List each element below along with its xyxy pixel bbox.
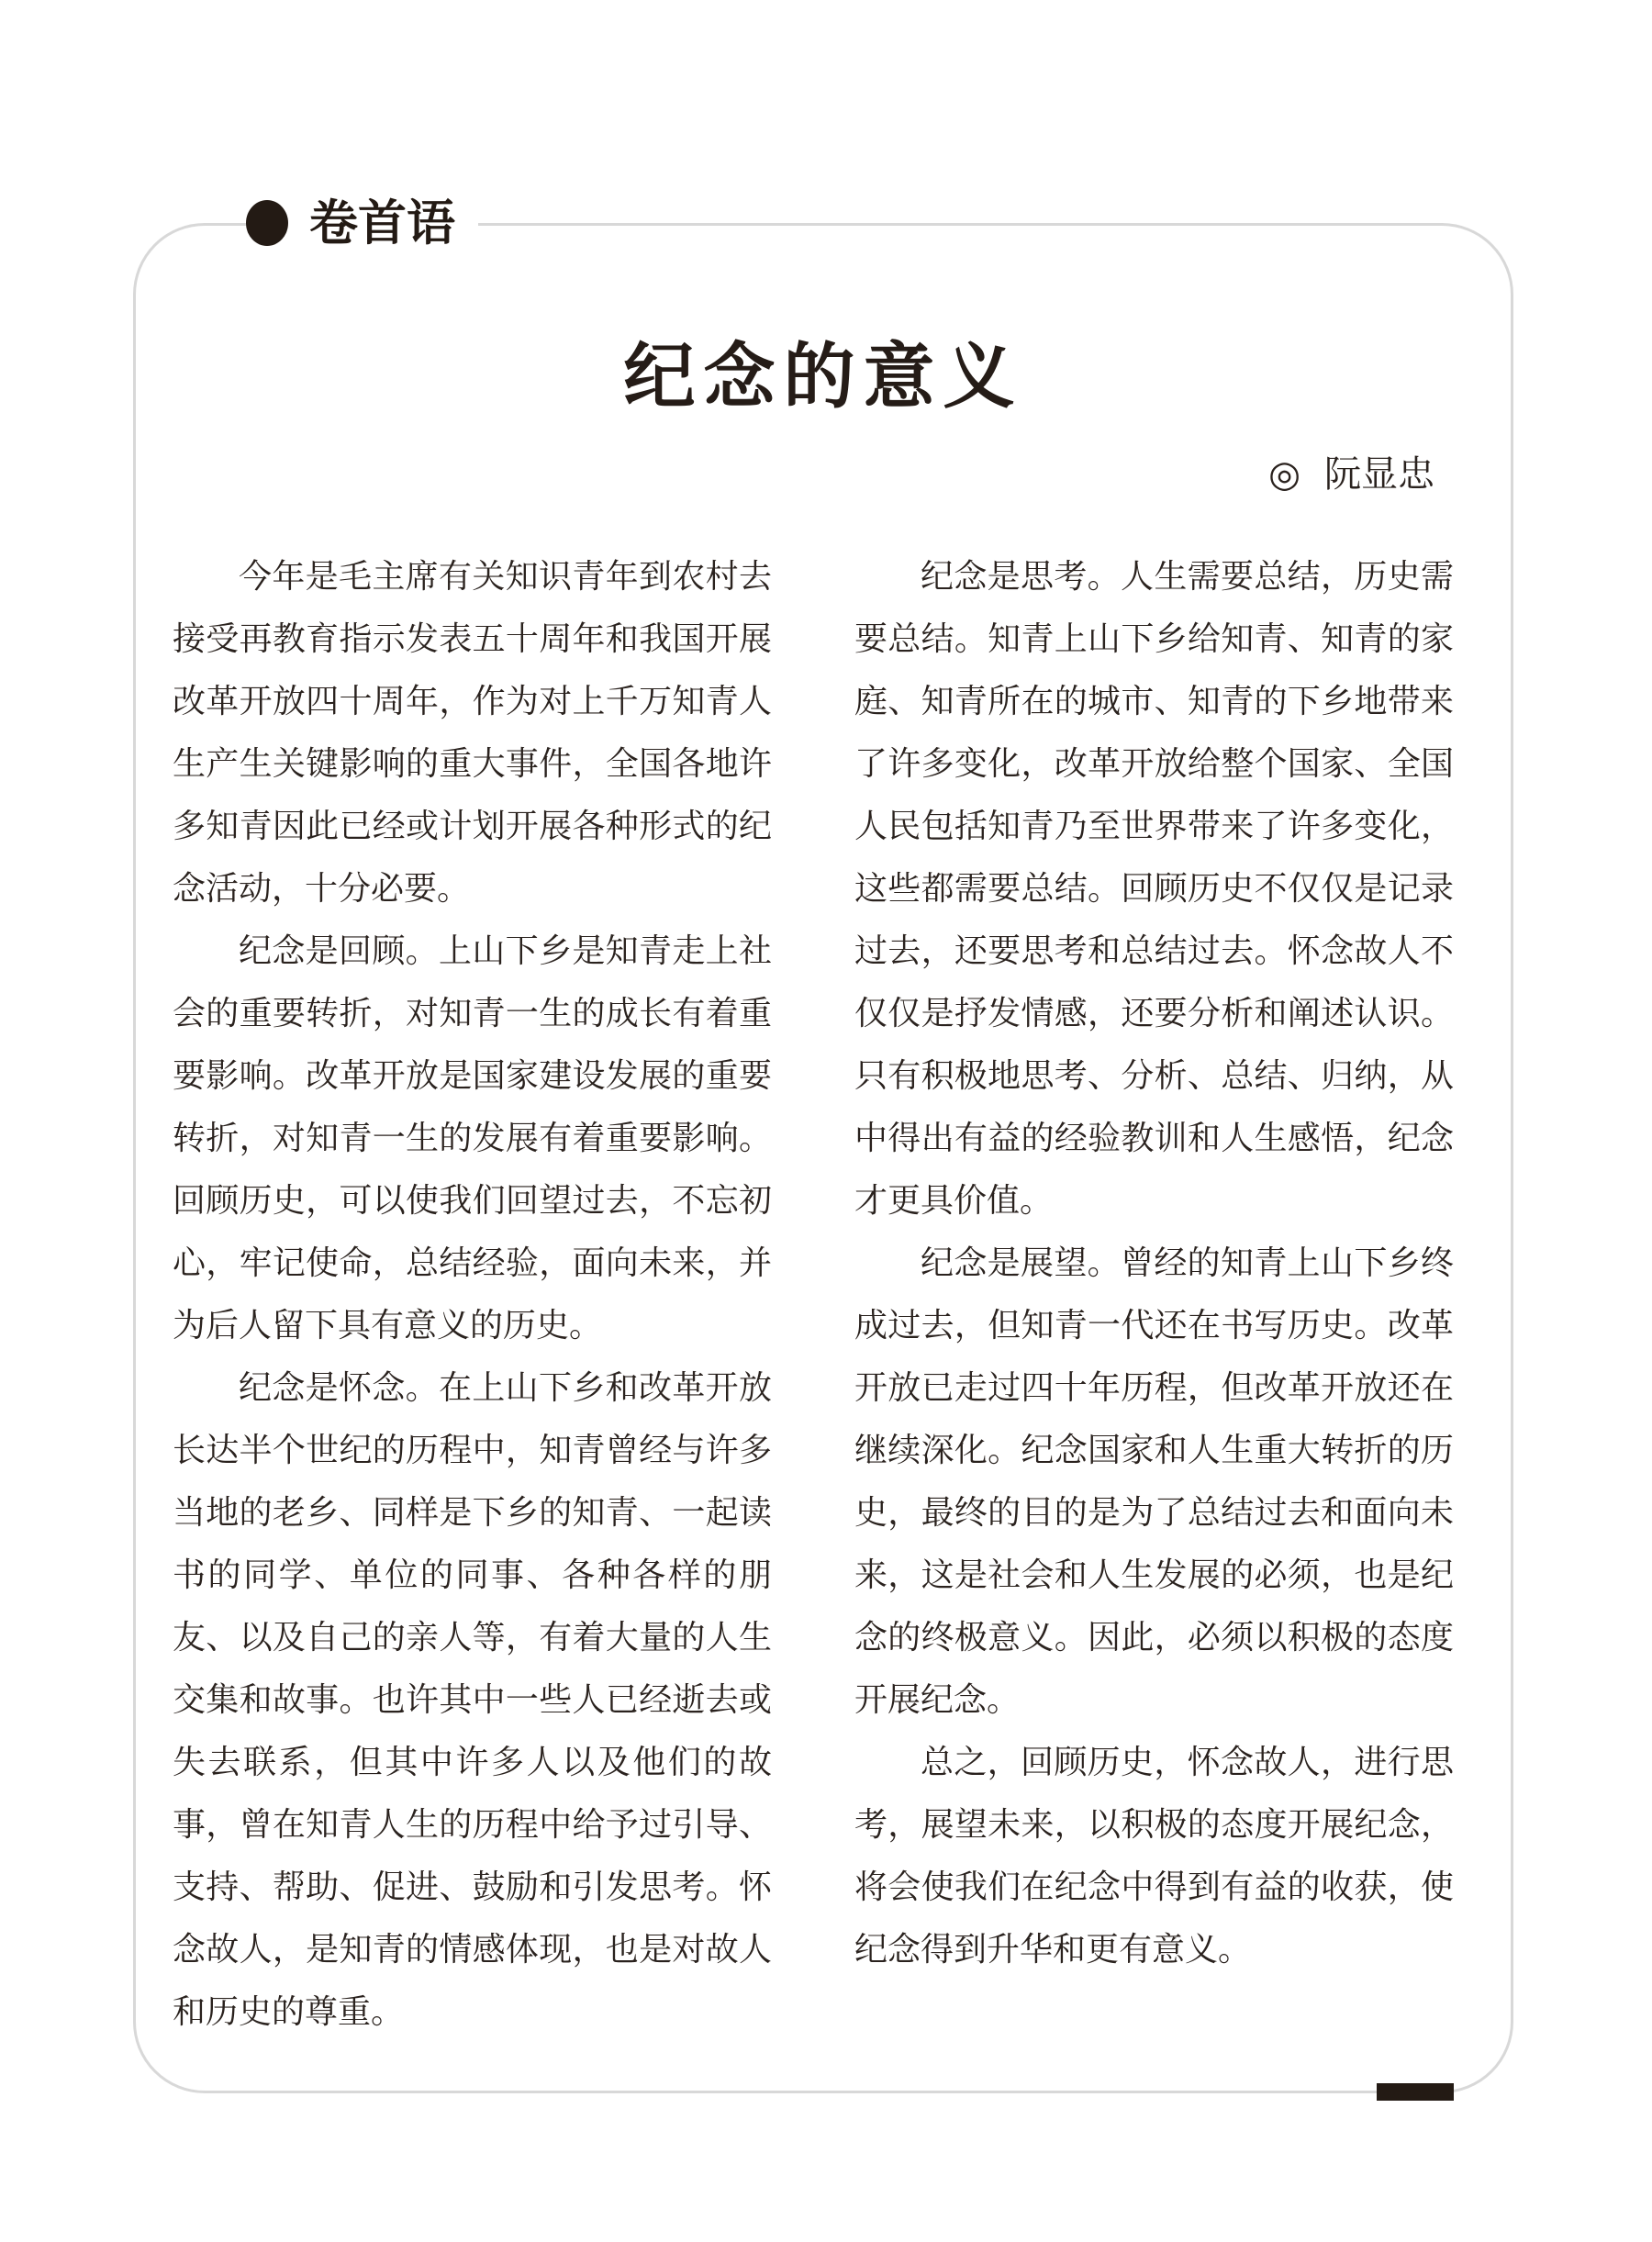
- section-label-text: 卷首语: [309, 195, 455, 251]
- article-column-left: [173, 545, 772, 2043]
- author-name: 阮显忠: [1324, 454, 1434, 495]
- paragraph: 纪念是展望。曾经的知青上山下乡终成过去，但知青一代还在书写历史。改革开放已走过四十年历程，但改革开放还在继续深化。纪念国家和人生重大转折的历史，最终的目的是为了总结过去和面向未来，这是社会和人生发展的必须，也是纪念的终极意义。因此，必须以积极的态度开展纪念。: [854, 1244, 1454, 1718]
- paragraph: 今年是毛主席有关知识青年到农村去接受再教育指示发表五十周年和我国开展改革开放四十周年，作为对上千万知青人生产生关键影响的重大事件，全国各地许多知青因此已经或计划开展各种形式的纪念活动，十分必要。: [173, 557, 772, 907]
- author-line: [1268, 456, 1434, 493]
- paragraph: 总之，回顾历史，怀念故人，进行思考，展望未来，以积极的态度开展纪念，将会使我们在纪念中得到有益的收获，使纪念得到升华和更有意义。: [854, 1743, 1454, 1968]
- article-body: [173, 545, 1454, 2043]
- page-corner-marker: [1377, 2083, 1454, 2101]
- page-title: 纪念的意义: [623, 336, 1023, 417]
- section-label: [246, 196, 478, 250]
- author-mark-icon: ◎: [1268, 454, 1300, 495]
- paragraph: 纪念是思考。人生需要总结，历史需要总结。知青上山下乡给知青、知青的家庭、知青所在的城市、知青的下乡地带来了许多变化，改革开放给整个国家、全国人民包括知青乃至世界带来了许多变化，这些都需要总结。回顾历史不仅仅是记录过去，还要思考和总结过去。怀念故人不仅仅是抒发情感，还要分析和阐述认识。只有积极地思考、分析、总结、归纳，从中得出有益的经验教训和人生感悟，纪念才更具价值。: [854, 557, 1454, 1219]
- paragraph: 纪念是回顾。上山下乡是知青走上社会的重要转折，对知青一生的成长有着重要影响。改革开放是国家建设发展的重要转折，对知青一生的发展有着重要影响。回顾历史，可以使我们回望过去，不忘初心，牢记使命，总结经验，面向未来，并为后人留下具有意义的历史。: [173, 931, 772, 1344]
- paragraph: 纪念是怀念。在上山下乡和改革开放长达半个世纪的历程中，知青曾经与许多当地的老乡、同样是下乡的知青、一起读书的同学、单位的同事、各种各样的朋友、以及自己的亲人等，有着大量的人生交集和故事。也许其中一些人已经逝去或失去联系，但其中许多人以及他们的故事，曾在知青人生的历程中给予过引导、支持、帮助、促进、鼓励和引发思考。怀念故人，是知青的情感体现，也是对故人和历史的尊重。: [173, 1368, 772, 2030]
- article-column-right: [854, 545, 1454, 2043]
- section-bullet-icon: [246, 200, 288, 246]
